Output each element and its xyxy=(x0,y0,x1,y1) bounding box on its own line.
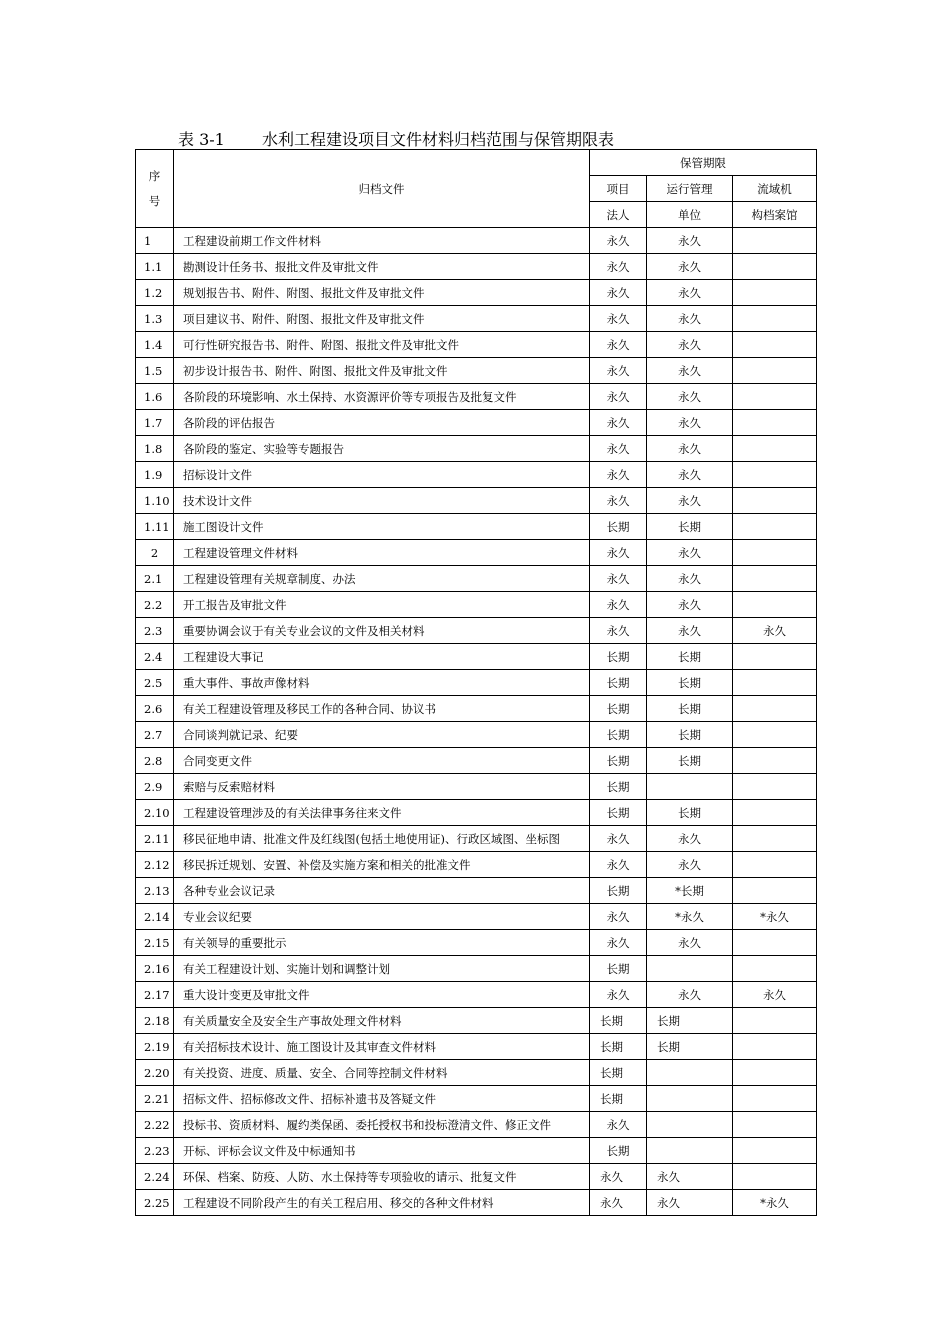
row-doc: 移民征地申请、批准文件及红线图(包括土地使用证)、行政区域图、坐标图 xyxy=(174,826,590,852)
row-doc: 技术设计文件 xyxy=(174,488,590,514)
row-basin-archive xyxy=(733,1034,817,1060)
row-seq: 1.10 xyxy=(136,488,174,514)
row-seq: 2.6 xyxy=(136,696,174,722)
row-doc: 各阶段的评估报告 xyxy=(174,410,590,436)
row-operator: 永久 xyxy=(647,228,733,254)
row-basin-archive xyxy=(733,1164,817,1190)
row-basin-archive xyxy=(733,800,817,826)
row-seq: 1.7 xyxy=(136,410,174,436)
row-project-owner: 长期 xyxy=(590,514,647,540)
row-doc: 开工报告及审批文件 xyxy=(174,592,590,618)
row-project-owner: 永久 xyxy=(590,826,647,852)
header-seq: 序 号 xyxy=(136,150,174,228)
row-doc: 有关质量安全及安全生产事故处理文件材料 xyxy=(174,1008,590,1034)
table-row xyxy=(136,1060,817,1086)
row-seq: 1 xyxy=(136,228,174,254)
row-doc: 开标、评标会议文件及中标通知书 xyxy=(174,1138,590,1164)
row-doc: 初步设计报告书、附件、附图、报批文件及审批文件 xyxy=(174,358,590,384)
row-basin-archive xyxy=(733,956,817,982)
row-operator: 永久 xyxy=(647,852,733,878)
row-doc: 有关工程建设计划、实施计划和调整计划 xyxy=(174,956,590,982)
row-basin-archive xyxy=(733,930,817,956)
row-operator: 长期 xyxy=(647,670,733,696)
table-row xyxy=(136,930,817,956)
row-operator: 长期 xyxy=(647,1034,733,1060)
row-seq: 1.9 xyxy=(136,462,174,488)
row-seq: 2.2 xyxy=(136,592,174,618)
row-operator: *长期 xyxy=(647,878,733,904)
row-basin-archive xyxy=(733,410,817,436)
row-operator xyxy=(647,1060,733,1086)
row-operator: 长期 xyxy=(647,722,733,748)
row-basin-archive xyxy=(733,358,817,384)
row-basin-archive: 永久 xyxy=(733,982,817,1008)
row-basin-archive xyxy=(733,878,817,904)
header-col3-line1: 流域机 xyxy=(733,176,817,202)
row-operator: 永久 xyxy=(647,280,733,306)
row-doc: 合同变更文件 xyxy=(174,748,590,774)
table-row xyxy=(136,800,817,826)
row-seq: 2.14 xyxy=(136,904,174,930)
row-seq: 2.9 xyxy=(136,774,174,800)
row-seq: 2.19 xyxy=(136,1034,174,1060)
row-seq: 1.11 xyxy=(136,514,174,540)
table-row xyxy=(136,540,817,566)
row-basin-archive xyxy=(733,722,817,748)
row-basin-archive xyxy=(733,1060,817,1086)
row-basin-archive xyxy=(733,696,817,722)
row-doc: 项目建议书、附件、附图、报批文件及审批文件 xyxy=(174,306,590,332)
row-doc: 重大事件、事故声像材料 xyxy=(174,670,590,696)
table-row xyxy=(136,254,817,280)
row-project-owner: 永久 xyxy=(590,254,647,280)
row-project-owner: 永久 xyxy=(590,488,647,514)
row-seq: 1.3 xyxy=(136,306,174,332)
row-basin-archive xyxy=(733,826,817,852)
header-col3-line2: 构档案馆 xyxy=(733,202,817,228)
row-project-owner: 永久 xyxy=(590,384,647,410)
row-doc: 勘测设计任务书、报批文件及审批文件 xyxy=(174,254,590,280)
header-col1-line1: 项目 xyxy=(590,176,647,202)
row-doc: 各种专业会议记录 xyxy=(174,878,590,904)
row-doc: 工程建设不同阶段产生的有关工程启用、移交的各种文件材料 xyxy=(174,1190,590,1216)
row-project-owner: 长期 xyxy=(590,670,647,696)
row-operator: 永久 xyxy=(647,462,733,488)
row-operator: 永久 xyxy=(647,254,733,280)
row-basin-archive xyxy=(733,540,817,566)
row-operator: 永久 xyxy=(647,436,733,462)
row-doc: 专业会议纪要 xyxy=(174,904,590,930)
row-doc: 各阶段的环境影响、水土保持、水资源评价等专项报告及批复文件 xyxy=(174,384,590,410)
row-project-owner: 永久 xyxy=(590,592,647,618)
row-project-owner: 永久 xyxy=(590,332,647,358)
table-row xyxy=(136,566,817,592)
row-seq: 2.12 xyxy=(136,852,174,878)
row-operator: 永久 xyxy=(647,358,733,384)
table-row xyxy=(136,1138,817,1164)
row-seq: 2.1 xyxy=(136,566,174,592)
row-project-owner: 永久 xyxy=(590,904,647,930)
table-number: 表 3-1 xyxy=(178,130,225,149)
row-operator: 永久 xyxy=(647,826,733,852)
row-doc: 规划报告书、附件、附图、报批文件及审批文件 xyxy=(174,280,590,306)
row-seq: 2.8 xyxy=(136,748,174,774)
row-seq: 2.17 xyxy=(136,982,174,1008)
row-basin-archive xyxy=(733,306,817,332)
table-row xyxy=(136,410,817,436)
row-project-owner: 长期 xyxy=(590,1008,647,1034)
table-row xyxy=(136,1034,817,1060)
row-operator: 永久 xyxy=(647,410,733,436)
row-operator xyxy=(647,1086,733,1112)
table-row xyxy=(136,1164,817,1190)
row-operator: 永久 xyxy=(647,982,733,1008)
table-caption: 水利工程建设项目文件材料归档范围与保管期限表 xyxy=(262,130,615,149)
row-operator: 永久 xyxy=(647,592,733,618)
row-operator: 长期 xyxy=(647,1008,733,1034)
row-doc: 工程建设管理有关规章制度、办法 xyxy=(174,566,590,592)
row-basin-archive xyxy=(733,228,817,254)
row-project-owner: 长期 xyxy=(590,1138,647,1164)
row-basin-archive xyxy=(733,592,817,618)
row-project-owner: 长期 xyxy=(590,748,647,774)
row-seq: 1.5 xyxy=(136,358,174,384)
row-project-owner: 永久 xyxy=(590,566,647,592)
row-project-owner: 永久 xyxy=(590,618,647,644)
row-operator: 永久 xyxy=(647,1190,733,1216)
row-operator xyxy=(647,1138,733,1164)
row-seq: 2.7 xyxy=(136,722,174,748)
table-row xyxy=(136,1112,817,1138)
header-col1-line2: 法人 xyxy=(590,202,647,228)
row-doc: 各阶段的鉴定、实验等专题报告 xyxy=(174,436,590,462)
table-row xyxy=(136,228,817,254)
row-operator: 永久 xyxy=(647,488,733,514)
header-row-1 xyxy=(136,150,817,176)
row-doc: 有关招标技术设计、施工图设计及其审查文件材料 xyxy=(174,1034,590,1060)
row-seq: 2.15 xyxy=(136,930,174,956)
row-basin-archive: *永久 xyxy=(733,904,817,930)
header-period: 保管期限 xyxy=(590,150,817,176)
row-doc: 施工图设计文件 xyxy=(174,514,590,540)
row-basin-archive xyxy=(733,1112,817,1138)
row-basin-archive: *永久 xyxy=(733,1190,817,1216)
row-project-owner: 永久 xyxy=(590,852,647,878)
table-row xyxy=(136,904,817,930)
row-operator: 永久 xyxy=(647,618,733,644)
row-doc: 投标书、资质材料、履约类保函、委托授权书和投标澄清文件、修正文件 xyxy=(174,1112,590,1138)
row-doc: 有关领导的重要批示 xyxy=(174,930,590,956)
row-doc: 合同谈判就记录、纪要 xyxy=(174,722,590,748)
table-row xyxy=(136,878,817,904)
row-seq: 2.13 xyxy=(136,878,174,904)
row-seq: 2.16 xyxy=(136,956,174,982)
table-row xyxy=(136,696,817,722)
header-doc: 归档文件 xyxy=(174,150,590,228)
row-project-owner: 长期 xyxy=(590,774,647,800)
table-row xyxy=(136,956,817,982)
row-seq: 1.8 xyxy=(136,436,174,462)
row-basin-archive xyxy=(733,1086,817,1112)
header-col2-line2: 单位 xyxy=(647,202,733,228)
row-seq: 2.4 xyxy=(136,644,174,670)
row-project-owner: 长期 xyxy=(590,800,647,826)
table-row xyxy=(136,618,817,644)
row-operator: 长期 xyxy=(647,800,733,826)
table-row xyxy=(136,982,817,1008)
table-row xyxy=(136,748,817,774)
row-doc: 有关投资、进度、质量、安全、合同等控制文件材料 xyxy=(174,1060,590,1086)
row-basin-archive xyxy=(733,1138,817,1164)
row-project-owner: 永久 xyxy=(590,1112,647,1138)
table-row xyxy=(136,488,817,514)
row-operator: 永久 xyxy=(647,540,733,566)
table-row xyxy=(136,1190,817,1216)
row-basin-archive: 永久 xyxy=(733,618,817,644)
table-row xyxy=(136,852,817,878)
row-basin-archive xyxy=(733,462,817,488)
row-doc: 工程建设管理文件材料 xyxy=(174,540,590,566)
row-operator xyxy=(647,956,733,982)
row-project-owner: 永久 xyxy=(590,358,647,384)
row-basin-archive xyxy=(733,436,817,462)
row-seq: 2.18 xyxy=(136,1008,174,1034)
row-project-owner: 长期 xyxy=(590,1086,647,1112)
table-row xyxy=(136,436,817,462)
row-operator: 永久 xyxy=(647,384,733,410)
row-doc: 重大设计变更及审批文件 xyxy=(174,982,590,1008)
row-doc: 工程建设大事记 xyxy=(174,644,590,670)
row-operator xyxy=(647,1112,733,1138)
table-row xyxy=(136,280,817,306)
row-doc: 工程建设前期工作文件材料 xyxy=(174,228,590,254)
row-basin-archive xyxy=(733,748,817,774)
row-doc: 工程建设管理涉及的有关法律事务往来文件 xyxy=(174,800,590,826)
row-doc: 索赔与反索赔材料 xyxy=(174,774,590,800)
row-basin-archive xyxy=(733,644,817,670)
row-basin-archive xyxy=(733,384,817,410)
table-row xyxy=(136,1086,817,1112)
row-basin-archive xyxy=(733,254,817,280)
row-seq: 2 xyxy=(136,540,174,566)
row-project-owner: 永久 xyxy=(590,228,647,254)
row-operator: 永久 xyxy=(647,566,733,592)
row-seq: 1.6 xyxy=(136,384,174,410)
row-project-owner: 永久 xyxy=(590,462,647,488)
row-seq: 2.21 xyxy=(136,1086,174,1112)
table-row xyxy=(136,358,817,384)
row-project-owner: 永久 xyxy=(590,1164,647,1190)
row-seq: 2.11 xyxy=(136,826,174,852)
row-project-owner: 长期 xyxy=(590,722,647,748)
row-seq: 2.25 xyxy=(136,1190,174,1216)
row-operator: 永久 xyxy=(647,1164,733,1190)
row-project-owner: 长期 xyxy=(590,956,647,982)
row-seq: 1.4 xyxy=(136,332,174,358)
row-operator: 长期 xyxy=(647,644,733,670)
table-title xyxy=(178,127,614,150)
row-seq: 1.1 xyxy=(136,254,174,280)
row-project-owner: 永久 xyxy=(590,982,647,1008)
row-project-owner: 永久 xyxy=(590,540,647,566)
row-project-owner: 长期 xyxy=(590,1034,647,1060)
row-basin-archive xyxy=(733,852,817,878)
row-project-owner: 长期 xyxy=(590,696,647,722)
row-basin-archive xyxy=(733,514,817,540)
row-doc: 可行性研究报告书、附件、附图、报批文件及审批文件 xyxy=(174,332,590,358)
table-row xyxy=(136,670,817,696)
row-project-owner: 永久 xyxy=(590,930,647,956)
row-seq: 2.22 xyxy=(136,1112,174,1138)
row-project-owner: 永久 xyxy=(590,436,647,462)
row-seq: 2.20 xyxy=(136,1060,174,1086)
table-row xyxy=(136,774,817,800)
archive-table xyxy=(135,149,817,1216)
row-project-owner: 长期 xyxy=(590,878,647,904)
row-project-owner: 永久 xyxy=(590,410,647,436)
row-operator xyxy=(647,774,733,800)
row-seq: 2.5 xyxy=(136,670,174,696)
row-basin-archive xyxy=(733,488,817,514)
row-seq: 2.24 xyxy=(136,1164,174,1190)
row-basin-archive xyxy=(733,670,817,696)
header-col2-line1: 运行管理 xyxy=(647,176,733,202)
row-doc: 重要协调会议于有关专业会议的文件及相关材料 xyxy=(174,618,590,644)
table-row xyxy=(136,462,817,488)
row-seq: 2.23 xyxy=(136,1138,174,1164)
row-operator: 长期 xyxy=(647,748,733,774)
row-project-owner: 长期 xyxy=(590,644,647,670)
row-project-owner: 永久 xyxy=(590,1190,647,1216)
table-row xyxy=(136,644,817,670)
row-operator: 长期 xyxy=(647,696,733,722)
table-row xyxy=(136,306,817,332)
table-row xyxy=(136,722,817,748)
row-project-owner: 永久 xyxy=(590,280,647,306)
table-row xyxy=(136,826,817,852)
row-doc: 环保、档案、防疫、人防、水土保持等专项验收的请示、批复文件 xyxy=(174,1164,590,1190)
row-basin-archive xyxy=(733,280,817,306)
row-doc: 移民拆迁规划、安置、补偿及实施方案和相关的批准文件 xyxy=(174,852,590,878)
row-operator: 永久 xyxy=(647,930,733,956)
row-basin-archive xyxy=(733,566,817,592)
row-basin-archive xyxy=(733,1008,817,1034)
row-basin-archive xyxy=(733,332,817,358)
table-row xyxy=(136,1008,817,1034)
row-operator: 永久 xyxy=(647,332,733,358)
row-operator: *永久 xyxy=(647,904,733,930)
row-doc: 有关工程建设管理及移民工作的各种合同、协议书 xyxy=(174,696,590,722)
row-doc: 招标设计文件 xyxy=(174,462,590,488)
row-project-owner: 永久 xyxy=(590,306,647,332)
row-project-owner: 长期 xyxy=(590,1060,647,1086)
row-operator: 长期 xyxy=(647,514,733,540)
row-basin-archive xyxy=(733,774,817,800)
row-seq: 2.3 xyxy=(136,618,174,644)
table-row xyxy=(136,592,817,618)
table-row xyxy=(136,332,817,358)
row-operator: 永久 xyxy=(647,306,733,332)
row-doc: 招标文件、招标修改文件、招标补遗书及答疑文件 xyxy=(174,1086,590,1112)
row-seq: 1.2 xyxy=(136,280,174,306)
row-seq: 2.10 xyxy=(136,800,174,826)
table-row xyxy=(136,384,817,410)
table-row xyxy=(136,514,817,540)
